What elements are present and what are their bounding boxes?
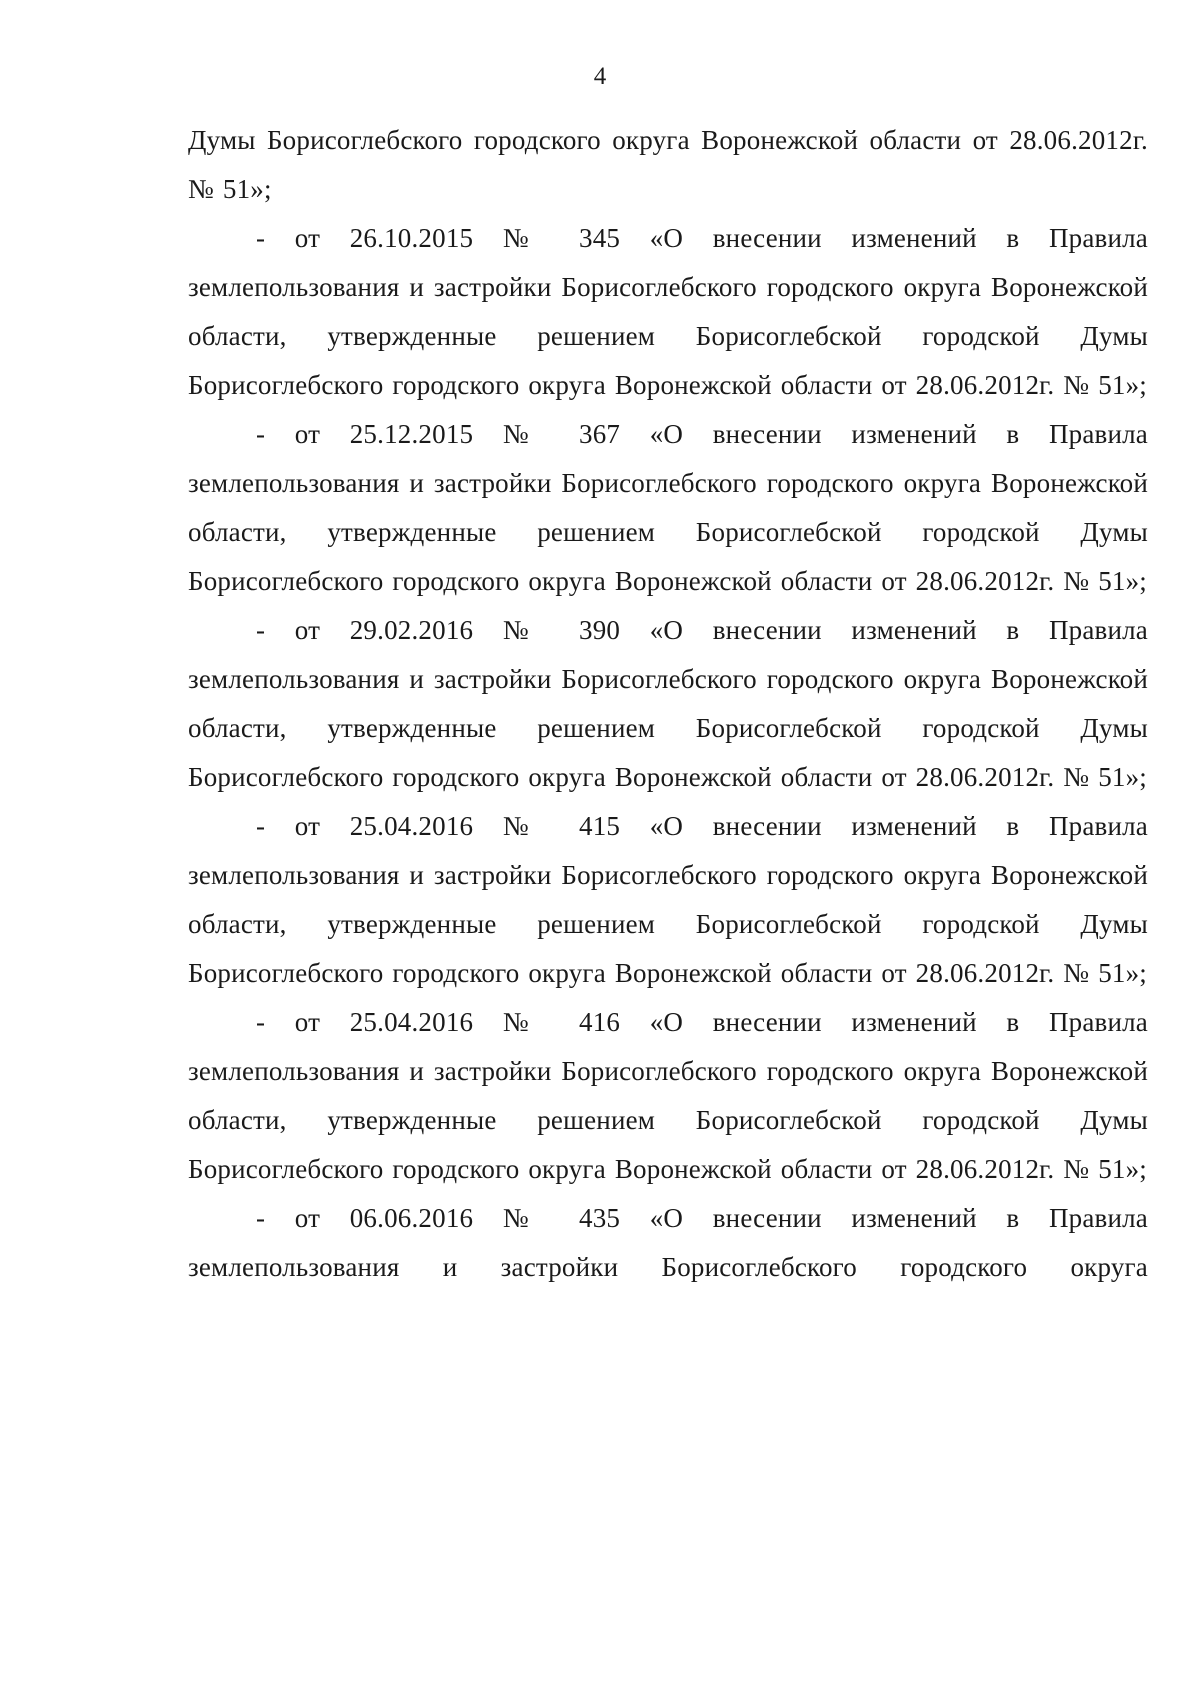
paragraph-continuation: Думы Борисоглебского городского округа Воронежской области от 28.06.2012г. № 51»;: [188, 125, 1148, 204]
list-item-decision-435: - от 06.06.2016 № 435 «О внесении изменений в Правила землепользования и застройки Борисоглебского городского округа: [188, 1203, 1148, 1282]
list-item-decision-367: - от 25.12.2015 № 367 «О внесении изменений в Правила землепользования и застройки Борисоглебского городского округа Воронежской области, утвержденные решением Борисоглебской городской Думы Борисоглебского городского округа Воронежской области от 28.06.2012г. № 51»;: [188, 419, 1148, 596]
list-item-decision-415: - от 25.04.2016 № 415 «О внесении изменений в Правила землепользования и застройки Борисоглебского городского округа Воронежской области, утвержденные решением Борисоглебской городской Думы Борисоглебского городского округа Воронежской области от 28.06.2012г. № 51»;: [188, 811, 1148, 988]
list-item-decision-345: - от 26.10.2015 № 345 «О внесении изменений в Правила землепользования и застройки Борисоглебского городского округа Воронежской области, утвержденные решением Борисоглебской городской Думы Борисоглебского городского округа Воронежской области от 28.06.2012г. № 51»;: [188, 223, 1148, 400]
page-number: 4: [593, 63, 607, 90]
document-body: [188, 116, 1148, 1292]
list-item-decision-416: - от 25.04.2016 № 416 «О внесении изменений в Правила землепользования и застройки Борисоглебского городского округа Воронежской области, утвержденные решением Борисоглебской городской Думы Борисоглебского городского округа Воронежской области от 28.06.2012г. № 51»;: [188, 1007, 1148, 1184]
list-item-decision-390: - от 29.02.2016 № 390 «О внесении изменений в Правила землепользования и застройки Борисоглебского городского округа Воронежской области, утвержденные решением Борисоглебской городской Думы Борисоглебского городского округа Воронежской области от 28.06.2012г. № 51»;: [188, 615, 1148, 792]
